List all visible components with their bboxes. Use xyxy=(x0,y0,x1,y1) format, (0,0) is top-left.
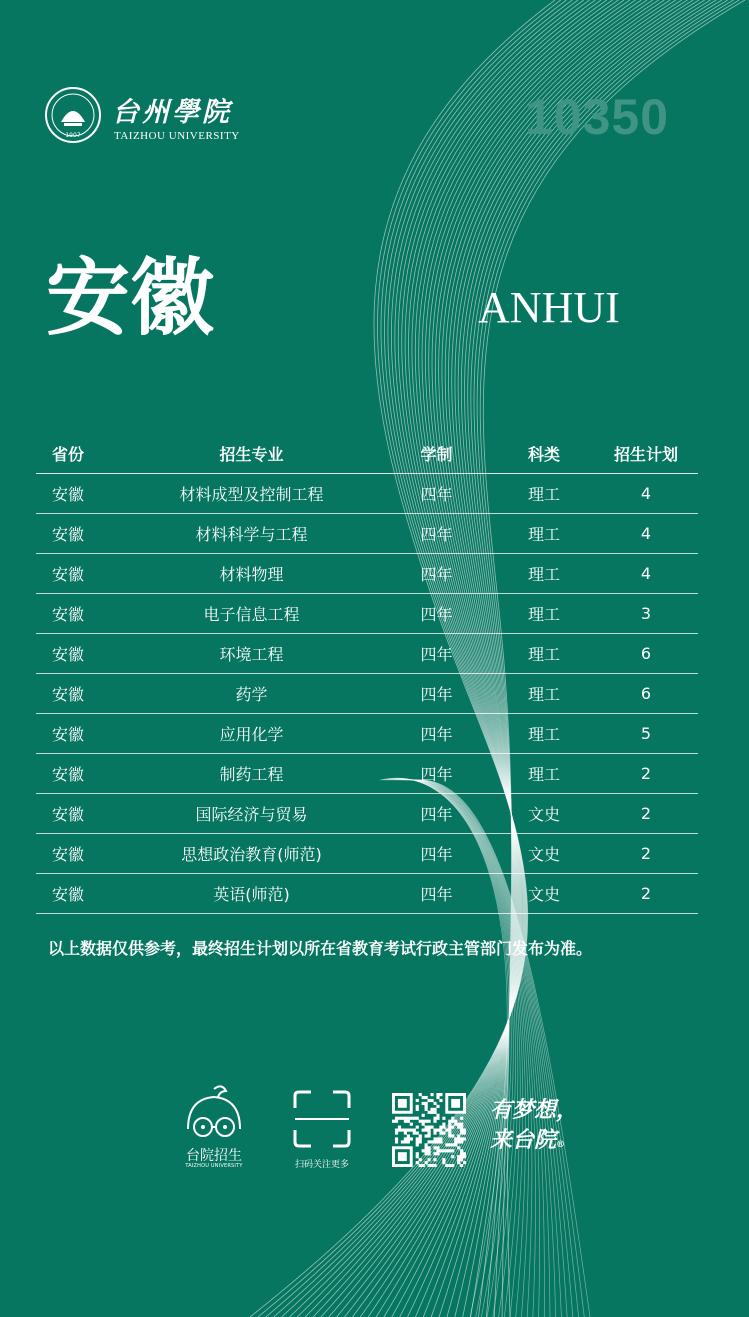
qr-module xyxy=(451,1134,454,1137)
qr-module xyxy=(445,1149,448,1152)
qr-module xyxy=(428,1134,431,1137)
footer xyxy=(0,1085,749,1185)
qr-module xyxy=(451,1099,460,1108)
qr-module xyxy=(454,1140,457,1143)
qr-module xyxy=(416,1161,419,1164)
qr-module xyxy=(457,1146,460,1149)
qr-module xyxy=(436,1149,439,1152)
qr-module xyxy=(416,1099,419,1102)
qr-module xyxy=(454,1143,457,1146)
cell-duration: 四年 xyxy=(379,594,494,634)
qr-module xyxy=(413,1129,416,1132)
slogan-line-1: 有梦想， xyxy=(490,1097,579,1123)
cell-duration: 四年 xyxy=(379,474,494,514)
qr-module xyxy=(460,1140,463,1143)
cell-category: 理工 xyxy=(494,634,594,674)
qr-module xyxy=(457,1161,460,1164)
qr-module xyxy=(428,1146,431,1149)
qr-module xyxy=(430,1111,433,1114)
qr-module xyxy=(436,1137,439,1140)
qr-module xyxy=(428,1126,431,1129)
qr-module xyxy=(425,1146,428,1149)
qr-module xyxy=(430,1126,433,1129)
qr-module xyxy=(425,1143,428,1146)
table-row xyxy=(36,594,698,634)
qr-module xyxy=(395,1131,398,1134)
cell-major: 应用化学 xyxy=(124,714,379,754)
cell-plan: 4 xyxy=(594,474,698,514)
cell-major: 英语(师范) xyxy=(124,874,379,914)
qr-module xyxy=(404,1129,407,1132)
cell-major: 制药工程 xyxy=(124,754,379,794)
qr-module xyxy=(433,1164,436,1167)
qr-module xyxy=(454,1137,457,1140)
qr-module xyxy=(445,1143,448,1146)
qr-module xyxy=(395,1129,398,1132)
brand-name-en: TAIZHOU UNIVERSITY xyxy=(185,1163,243,1169)
cell-category: 理工 xyxy=(494,714,594,754)
qr-module xyxy=(425,1149,428,1152)
university-name-en: TAIZHOU UNIVERSITY xyxy=(114,130,240,142)
qr-module xyxy=(463,1161,466,1164)
cell-province: 安徽 xyxy=(36,674,124,714)
cell-duration: 四年 xyxy=(379,794,494,834)
cell-duration: 四年 xyxy=(379,714,494,754)
qr-module xyxy=(445,1129,448,1132)
qr-module xyxy=(419,1093,422,1096)
header-province: 省份 xyxy=(36,433,124,474)
qr-module xyxy=(398,1099,407,1108)
qr-module xyxy=(451,1120,454,1123)
table-row xyxy=(36,834,698,874)
header-plan: 招生计划 xyxy=(594,433,698,474)
qr-module xyxy=(425,1129,428,1132)
qr-module xyxy=(416,1152,419,1155)
cell-province: 安徽 xyxy=(36,554,124,594)
qr-module xyxy=(433,1117,436,1120)
qr-module xyxy=(416,1155,419,1158)
qr-module xyxy=(398,1117,401,1120)
qr-module xyxy=(428,1149,431,1152)
qr-module xyxy=(433,1120,436,1123)
table-row xyxy=(36,474,698,514)
university-seal-icon xyxy=(44,86,102,144)
cell-plan: 2 xyxy=(594,834,698,874)
qr-module xyxy=(439,1140,442,1143)
qr-module xyxy=(425,1126,428,1129)
scan-label: 扫码关注更多 xyxy=(294,1160,349,1170)
qr-module xyxy=(404,1131,407,1134)
qr-module xyxy=(433,1102,436,1105)
cell-duration: 四年 xyxy=(379,634,494,674)
qr-module xyxy=(460,1164,463,1167)
qr-module xyxy=(416,1137,419,1140)
qr-module xyxy=(425,1108,428,1111)
table-row xyxy=(36,514,698,554)
qr-module xyxy=(416,1108,419,1111)
disclaimer-note: 以上数据仅供参考，最终招生计划以所在省教育考试行政主管部门发布为准。 xyxy=(48,939,593,958)
cell-plan: 4 xyxy=(594,514,698,554)
qr-module xyxy=(419,1137,422,1140)
qr-module xyxy=(439,1137,442,1140)
qr-module xyxy=(448,1131,451,1134)
qr-module xyxy=(404,1140,407,1143)
university-logo xyxy=(44,86,244,148)
cell-category: 理工 xyxy=(494,674,594,714)
cell-plan: 6 xyxy=(594,674,698,714)
qr-module xyxy=(451,1149,454,1152)
scan-frame-icon xyxy=(293,1090,351,1148)
mascot-icon xyxy=(178,1085,250,1145)
qr-module xyxy=(419,1164,422,1167)
cell-category: 文史 xyxy=(494,794,594,834)
qr-module xyxy=(416,1117,419,1120)
qr-module xyxy=(419,1134,422,1137)
qr-module xyxy=(422,1129,425,1132)
qr-module xyxy=(419,1158,422,1161)
qr-module xyxy=(451,1117,454,1120)
qr-module xyxy=(425,1134,428,1137)
qr-module xyxy=(463,1152,466,1155)
qr-module xyxy=(457,1134,460,1137)
qr-module xyxy=(407,1134,410,1137)
header-category: 科类 xyxy=(494,433,594,474)
cell-major: 环境工程 xyxy=(124,634,379,674)
qr-module xyxy=(416,1131,419,1134)
qr-module xyxy=(439,1149,442,1152)
qr-module xyxy=(460,1129,463,1132)
cell-province: 安徽 xyxy=(36,594,124,634)
table-row xyxy=(36,674,698,714)
qr-module xyxy=(422,1114,425,1117)
province-title-en: ANHUI xyxy=(478,283,620,332)
qr-module xyxy=(448,1143,451,1146)
qr-module xyxy=(410,1123,413,1126)
qr-module xyxy=(448,1149,451,1152)
cell-major: 材料物理 xyxy=(124,554,379,594)
qr-module xyxy=(442,1126,445,1129)
cell-province: 安徽 xyxy=(36,794,124,834)
qr-module xyxy=(448,1123,451,1126)
cell-province: 安徽 xyxy=(36,514,124,554)
qr-module xyxy=(392,1120,395,1123)
qr-module xyxy=(430,1108,433,1111)
qr-module xyxy=(416,1140,419,1143)
qr-module xyxy=(433,1140,436,1143)
registered-mark: ® xyxy=(556,1140,566,1150)
qr-module xyxy=(448,1120,451,1123)
qr-module xyxy=(428,1164,431,1167)
qr-module xyxy=(410,1137,413,1140)
qr-module xyxy=(410,1129,413,1132)
qr-module xyxy=(428,1131,431,1134)
qr-module xyxy=(436,1152,439,1155)
qr-module xyxy=(442,1161,445,1164)
table-header-row xyxy=(36,433,698,474)
qr-module xyxy=(401,1117,404,1120)
qr-module xyxy=(422,1120,425,1123)
qr-module xyxy=(439,1131,442,1134)
cell-duration: 四年 xyxy=(379,514,494,554)
qr-module xyxy=(460,1123,463,1126)
table-row xyxy=(36,714,698,754)
table-row xyxy=(36,754,698,794)
cell-duration: 四年 xyxy=(379,834,494,874)
cell-province: 安徽 xyxy=(36,474,124,514)
qr-module xyxy=(433,1129,436,1132)
qr-module xyxy=(407,1120,410,1123)
qr-module xyxy=(428,1120,431,1123)
qr-module xyxy=(451,1126,454,1129)
qr-module xyxy=(410,1117,413,1120)
qr-module xyxy=(428,1129,431,1132)
qr-module xyxy=(436,1140,439,1143)
qr-module xyxy=(425,1105,428,1108)
province-title-cn: 安徽 xyxy=(46,248,215,347)
qr-module xyxy=(439,1129,442,1132)
scan-follow xyxy=(290,1090,354,1172)
qr-module xyxy=(425,1102,428,1105)
qr-module xyxy=(430,1140,433,1143)
cell-plan: 3 xyxy=(594,594,698,634)
cell-category: 理工 xyxy=(494,594,594,634)
qr-module xyxy=(428,1158,431,1161)
qr-module xyxy=(436,1096,439,1099)
qr-module xyxy=(457,1137,460,1140)
qr-module xyxy=(460,1158,463,1161)
qr-module xyxy=(457,1155,460,1158)
university-code: 10350 xyxy=(525,89,670,145)
cell-major: 材料科学与工程 xyxy=(124,514,379,554)
cell-province: 安徽 xyxy=(36,874,124,914)
header-major: 招生专业 xyxy=(124,433,379,474)
qr-module xyxy=(413,1131,416,1134)
qr-module xyxy=(433,1111,436,1114)
mascot-brand xyxy=(178,1085,250,1175)
qr-module xyxy=(425,1152,428,1155)
qr-module xyxy=(419,1120,422,1123)
brand-name-cn: 台院招生 xyxy=(186,1148,242,1164)
qr-module xyxy=(433,1131,436,1134)
qr-module xyxy=(425,1096,428,1099)
qr-module xyxy=(436,1146,439,1149)
qr-module xyxy=(451,1155,454,1158)
qr-module xyxy=(398,1126,401,1129)
cell-major: 电子信息工程 xyxy=(124,594,379,634)
qr-module xyxy=(425,1120,428,1123)
cell-duration: 四年 xyxy=(379,674,494,714)
table-row xyxy=(36,554,698,594)
table-row xyxy=(36,794,698,834)
slogan xyxy=(490,1095,600,1160)
qr-module xyxy=(442,1149,445,1152)
qr-module xyxy=(433,1137,436,1140)
qr-module xyxy=(428,1099,431,1102)
cell-category: 文史 xyxy=(494,834,594,874)
enrollment-plan-table xyxy=(36,433,698,914)
qr-module xyxy=(436,1114,439,1117)
cell-major: 思想政治教育(师范) xyxy=(124,834,379,874)
qr-module xyxy=(454,1120,457,1123)
cell-major: 国际经济与贸易 xyxy=(124,794,379,834)
cell-plan: 2 xyxy=(594,874,698,914)
cell-duration: 四年 xyxy=(379,554,494,594)
qr-module xyxy=(463,1137,466,1140)
qr-module xyxy=(460,1117,463,1120)
qr-module xyxy=(407,1140,410,1143)
header-duration: 学制 xyxy=(379,433,494,474)
qr-module xyxy=(460,1126,463,1129)
qr-module xyxy=(430,1099,433,1102)
qr-module xyxy=(404,1137,407,1140)
qr-module xyxy=(436,1105,439,1108)
cell-province: 安徽 xyxy=(36,714,124,754)
qr-module xyxy=(457,1123,460,1126)
cell-category: 理工 xyxy=(494,474,594,514)
qr-module xyxy=(416,1105,419,1108)
cell-plan: 6 xyxy=(594,634,698,674)
qr-module xyxy=(451,1164,454,1167)
table-row xyxy=(36,634,698,674)
qr-module xyxy=(407,1129,410,1132)
qr-module xyxy=(416,1143,419,1146)
cell-plan: 5 xyxy=(594,714,698,754)
qr-module xyxy=(457,1158,460,1161)
qr-module xyxy=(460,1155,463,1158)
qr-module xyxy=(401,1129,404,1132)
qr-module xyxy=(422,1149,425,1152)
qr-module xyxy=(460,1152,463,1155)
qr-module xyxy=(442,1123,445,1126)
qr-module xyxy=(395,1120,398,1123)
slogan-line-2: 来台院 xyxy=(490,1127,557,1153)
qr-module xyxy=(395,1140,398,1143)
qr-module xyxy=(422,1123,425,1126)
qr-module xyxy=(439,1093,442,1096)
qr-module xyxy=(448,1164,451,1167)
qr-module xyxy=(463,1131,466,1134)
qr-module xyxy=(430,1164,433,1167)
qr-module xyxy=(436,1129,439,1132)
qr-module xyxy=(457,1126,460,1129)
qr-module xyxy=(425,1161,428,1164)
qr-module xyxy=(407,1137,410,1140)
qr-module xyxy=(463,1129,466,1132)
qr-module xyxy=(433,1146,436,1149)
qr-module xyxy=(460,1131,463,1134)
university-name-cn: 台州學院 xyxy=(112,97,232,128)
cell-category: 文史 xyxy=(494,874,594,914)
qr-module xyxy=(404,1117,407,1120)
qr-module xyxy=(442,1131,445,1134)
cell-province: 安徽 xyxy=(36,754,124,794)
qr-module xyxy=(430,1093,433,1096)
cell-plan: 4 xyxy=(594,554,698,594)
qr-module xyxy=(395,1117,398,1120)
qr-module xyxy=(436,1117,439,1120)
qr-module xyxy=(460,1149,463,1152)
qr-module xyxy=(442,1117,445,1120)
cell-major: 药学 xyxy=(124,674,379,714)
qr-module xyxy=(404,1120,407,1123)
qr-module xyxy=(457,1140,460,1143)
cell-province: 安徽 xyxy=(36,634,124,674)
qr-module xyxy=(442,1158,445,1161)
cell-category: 理工 xyxy=(494,554,594,594)
table-row xyxy=(36,874,698,914)
cell-category: 理工 xyxy=(494,754,594,794)
qr-module xyxy=(416,1126,419,1129)
cell-category: 理工 xyxy=(494,514,594,554)
cell-province: 安徽 xyxy=(36,834,124,874)
qr-module xyxy=(433,1108,436,1111)
cell-plan: 2 xyxy=(594,754,698,794)
cell-duration: 四年 xyxy=(379,874,494,914)
qr-module xyxy=(448,1126,451,1129)
qr-module xyxy=(401,1140,404,1143)
qr-module xyxy=(428,1152,431,1155)
qr-module xyxy=(445,1164,448,1167)
qr-module xyxy=(422,1102,425,1105)
qr-module xyxy=(439,1099,442,1102)
cell-plan: 2 xyxy=(594,794,698,834)
qr-module xyxy=(454,1123,457,1126)
qr-module xyxy=(448,1134,451,1137)
qr-module xyxy=(407,1117,410,1120)
qr-module xyxy=(398,1129,401,1132)
qr-module xyxy=(433,1158,436,1161)
qr-module xyxy=(433,1152,436,1155)
qr-module xyxy=(439,1126,442,1129)
qr-module xyxy=(428,1140,431,1143)
svg-text:1907: 1907 xyxy=(65,132,81,139)
qr-module xyxy=(398,1152,407,1161)
qr-code[interactable] xyxy=(392,1093,466,1167)
qr-module xyxy=(463,1155,466,1158)
qr-module xyxy=(428,1111,431,1114)
qr-module xyxy=(419,1140,422,1143)
cell-major: 材料成型及控制工程 xyxy=(124,474,379,514)
cell-duration: 四年 xyxy=(379,754,494,794)
qr-module xyxy=(448,1129,451,1132)
qr-module xyxy=(422,1096,425,1099)
qr-module xyxy=(451,1143,454,1146)
qr-module xyxy=(413,1117,416,1120)
qr-module xyxy=(395,1137,398,1140)
qr-module xyxy=(436,1093,439,1096)
qr-module xyxy=(460,1137,463,1140)
qr-module xyxy=(422,1164,425,1167)
